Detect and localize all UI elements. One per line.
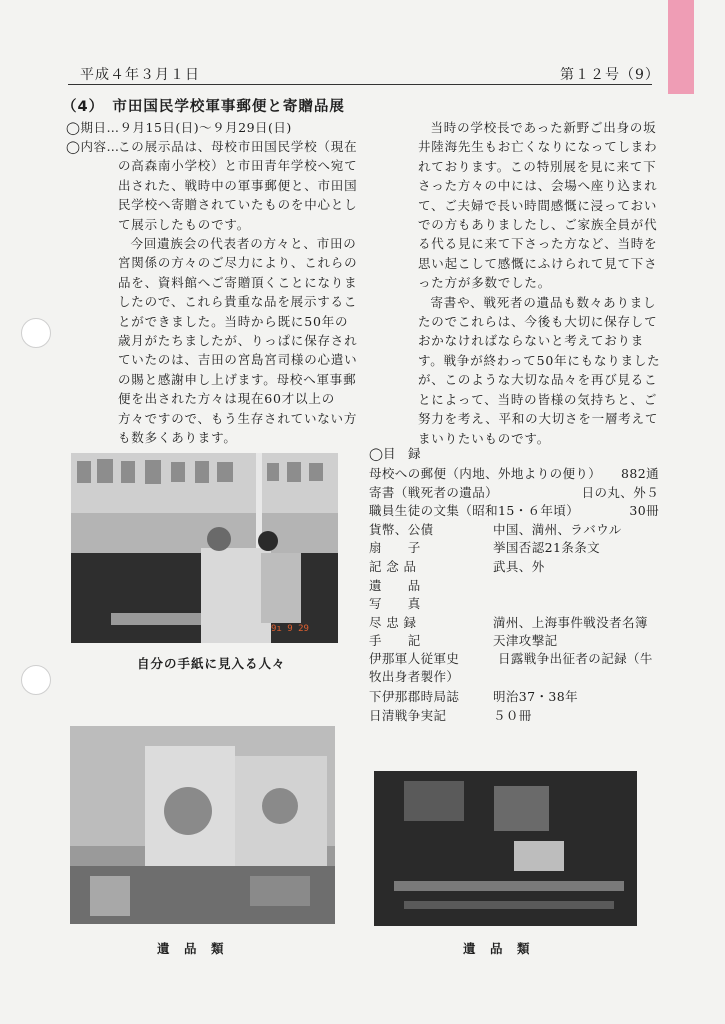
catalog-item [369, 557, 659, 575]
catalog-item-name: 扇 子 [369, 540, 421, 556]
left-paragraph-2: 今回遺族会の代表者の方々と、市田の宮関係の方々のご尽力により、これらの品を、資料館へご寄贈頂くことになりましたので、これら貴重な品を展示することができました。当時から既に50年の歳月がたちましたが、りっぱに保存されていたのは、吉田の宮島宮司様の心遣いの賜と感謝申し上げます。母校へ軍事郵便を出された方々は現在60才以上の方々ですので、もう生存されていない方も数多くあります。 [118, 236, 358, 446]
article-period: ◯期日…９月15日(日)〜９月29日(日) [66, 120, 292, 135]
left-paragraph-1: この展示品は、母校市田国民学校（現在の高森南小学校）と市田青年学校へ宛て出された、戦時中の軍事郵便と、市田国民学校へ寄贈されていたものを中心として展示したものです。 [118, 139, 358, 232]
photo-visitors-reading-letters [71, 453, 338, 643]
binder-hole-top [21, 318, 51, 348]
catalog-item-detail: 武具、外 [493, 559, 545, 574]
photo-relics-flags [70, 726, 335, 924]
catalog-item [369, 631, 659, 649]
catalog-item [369, 613, 659, 631]
catalog-item-detail: 中国、満州、ラバウル [493, 521, 622, 537]
catalog-item-detail: ５０冊 [493, 707, 532, 723]
catalog-item [369, 538, 659, 556]
binder-hole-bottom [21, 665, 51, 695]
article-title: （4） 市田国民学校軍事郵便と寄贈品展 [62, 99, 345, 115]
photo3-caption: 遺 品 類 [463, 941, 531, 956]
photo-flags-svg [70, 726, 335, 924]
catalog-item-name: 尽 忠 録 [369, 614, 417, 630]
catalog-item-name: 下伊那郡時局誌 [369, 689, 460, 705]
catalog-item-quantity: 30冊 [629, 503, 659, 519]
catalog-item [369, 576, 659, 594]
photo1-caption: 自分の手紙に見入る人々 [137, 656, 286, 671]
catalog-item-name: 貨幣、公債 [369, 521, 434, 537]
catalog-item-name: 寄書（戦死者の遺品） [369, 484, 499, 500]
photo-visitors-svg [71, 453, 338, 643]
pink-index-tab [668, 0, 694, 94]
header-rule [68, 84, 652, 85]
catalog-item [369, 483, 659, 501]
catalog-item [369, 594, 659, 612]
catalog-item [369, 520, 659, 538]
catalog-item-name: 写 真 [369, 596, 421, 612]
catalog-item [369, 706, 659, 724]
catalog-item [369, 464, 659, 482]
right-paragraph-1: 当時の学校長であった新野ご出身の坂井陸海先生もお亡くなりになってしまわれております。この特別展を見に来て下さった方々の中には、会場へ座り込まれて、ご夫婦で長い時間感慨に浸っておいでの方もありましたし、ご家族全員が代る代る見に来て下さった方など、当時を思い起こして感慨にふけられて見て下さった方が多数でした。 [418, 120, 658, 291]
catalog-item-detail: 明治37・38年 [493, 689, 579, 705]
catalog-item-name: 職員生徒の文集（昭和15・６年頃） [369, 503, 580, 519]
catalog-item-name: 遺 品 [369, 577, 421, 593]
catalog-item-name: 手 記 [369, 633, 421, 649]
content-label: ◯内容… [66, 139, 120, 154]
catalog-item [369, 501, 659, 519]
catalog-item-wrapped [369, 650, 659, 688]
catalog-item [369, 687, 659, 705]
left-column-text [118, 137, 361, 448]
header-date: 平成４年３月１日 [80, 67, 200, 83]
right-column-text [418, 118, 664, 448]
catalog-item-name: 伊那軍人従軍史 日露戦争出征者の記録（牛牧出身者製作） [369, 651, 653, 684]
photo2-caption: 遺 品 類 [157, 941, 225, 956]
catalog-item-name: 記 念 品 [369, 559, 417, 574]
catalog-heading: ◯目 録 [369, 446, 421, 461]
catalog-item-quantity: 882通 [621, 466, 659, 481]
photo-date-stamp: 9ı 9 29 [271, 624, 309, 634]
catalog-item-detail: 天津攻撃記 [493, 633, 558, 649]
right-paragraph-2: 寄書や、戦死者の遺品も数々ありましたのでこれらは、今後も大切に保存しておかなければならないと考えております。戦争が終わって50年にもなりましたが、このような大切な品々を再び見ることによって、当時の皆様の気持ちと、ご努力を考え、平和の大切さを一層考えてまいりたいものです。 [418, 294, 661, 446]
photo-swords-svg [374, 771, 637, 926]
catalog-item-detail: 満州、上海事件戦没者名簿 [493, 614, 648, 630]
catalog-item-name: 母校への郵便（内地、外地よりの便り） [369, 466, 602, 481]
catalog-item-name: 日清戦争実記 [369, 707, 447, 723]
catalog-item-detail: 挙国否認21条条文 [493, 540, 601, 556]
header-issue: 第１２号（9） [560, 67, 660, 83]
photo-relics-bags-swords [374, 771, 637, 926]
catalog-item-quantity: 日の丸、外５ [581, 484, 659, 500]
